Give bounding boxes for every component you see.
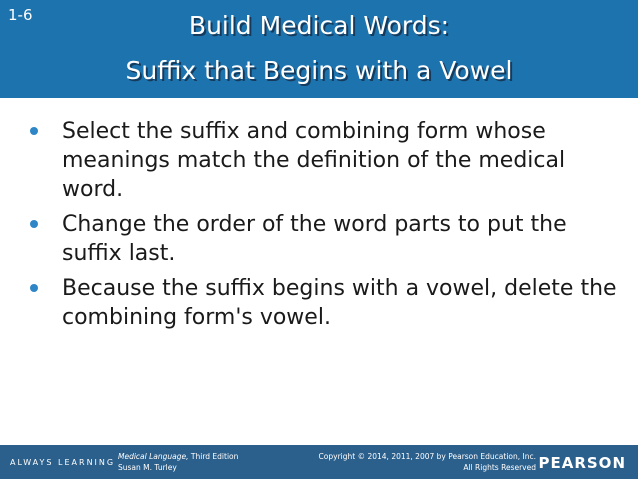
- book-credit: [118, 451, 238, 473]
- copyright-line-1: Copyright © 2014, 2011, 2007 by Pearson Education, Inc.: [318, 452, 536, 461]
- bullet-text: Because the suffix begins with a vowel, delete the combining form's vowel.: [62, 276, 617, 330]
- bullet-dot-icon: [30, 284, 38, 292]
- bullet-item: [30, 117, 620, 204]
- footer-bar: [0, 445, 638, 479]
- book-author: Susan M. Turley: [118, 463, 177, 472]
- copyright-notice: [319, 451, 536, 473]
- book-title: Medical Language,: [118, 452, 189, 461]
- copyright-line-2: All Rights Reserved: [463, 463, 536, 472]
- bullet-item: [30, 274, 620, 332]
- bullet-text: Change the order of the word parts to put the suffix last.: [62, 212, 567, 266]
- bullet-dot-icon: [30, 127, 38, 135]
- bullet-dot-icon: [30, 220, 38, 228]
- always-learning-label: ALWAYS LEARNING: [10, 458, 116, 467]
- slide-number: 1-6: [8, 6, 33, 24]
- slide-title-line-1: Build Medical Words:: [188, 11, 450, 40]
- bullet-list: [30, 117, 620, 338]
- bullet-item: [30, 210, 620, 268]
- pearson-logo: PEARSON: [538, 454, 626, 472]
- book-edition: Third Edition: [188, 452, 239, 461]
- bullet-text: Select the suffix and combining form whose meanings match the definition of the medical word.: [62, 119, 566, 202]
- slide-title-line-2: Suffix that Begins with a Vowel: [125, 56, 513, 85]
- title-bar: [0, 0, 638, 98]
